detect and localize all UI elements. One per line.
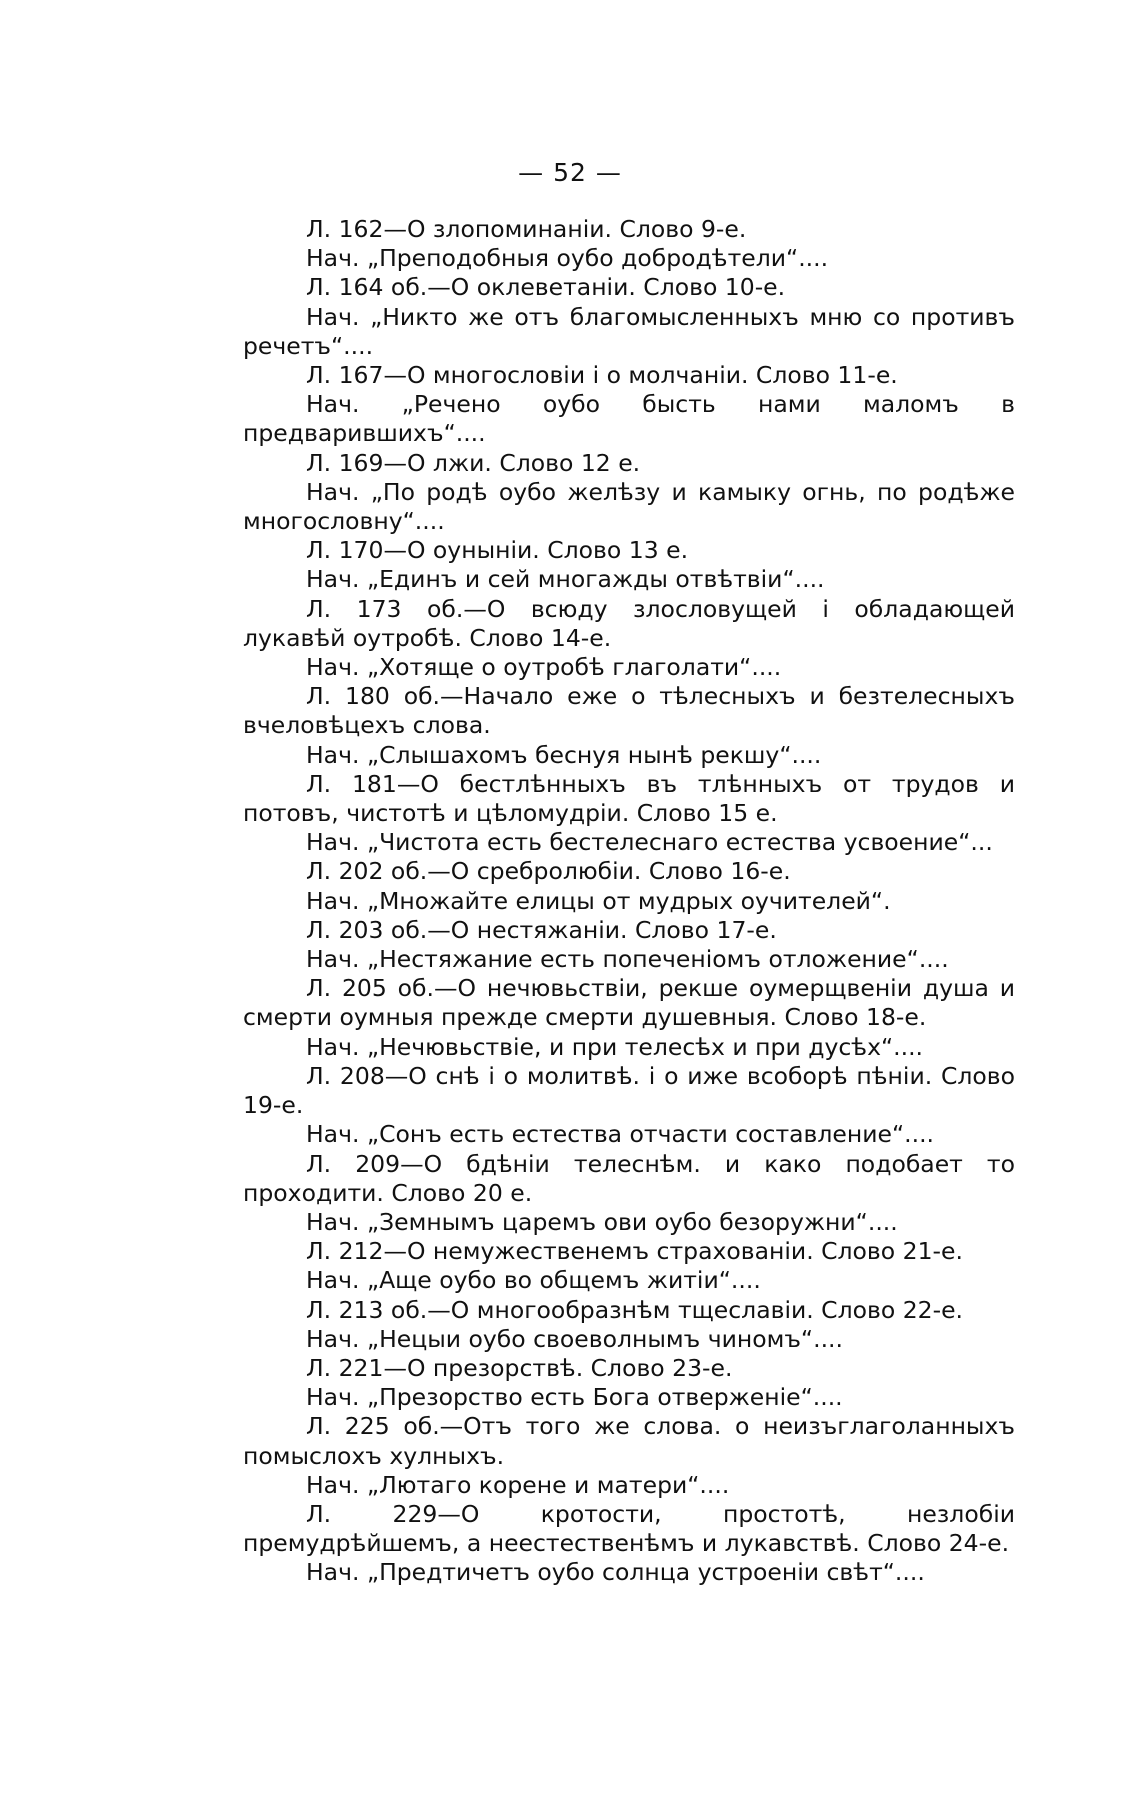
list-item: Нач. „Никто же отъ благомысленныхъ мню со противъ речетъ“.... (243, 302, 1015, 360)
list-item: Л. 221—О презорствѣ. Слово 23-е. (306, 1353, 733, 1382)
list-item: Л. 225 об.—Отъ того же слова. о неизъглаголанныхъ помыслохъ хулныхъ. (243, 1412, 1015, 1470)
list-item: Нач. „Хотяще о оутробѣ глаголати“.... (306, 653, 782, 682)
list-item: Нач. „Нецыи оубо своеволнымъ чиномъ“.... (306, 1324, 843, 1353)
list-item: Л. 203 об.—О нестяжаніи. Слово 17-е. (306, 915, 777, 944)
list-item: Л. 205 об.—О нечювьствіи, рекше оумерщвеніи душа и смерти оумныя прежде смерти душевныя. Слово 18-е. (243, 974, 1015, 1032)
list-item: Нач. „По родѣ оубо желѣзу и камыку огнь, по родѣже многословну“.... (243, 477, 1015, 536)
list-item: Л. 167—О многословіи і о молчаніи. Слово 11-е. (306, 361, 898, 390)
list-item: Нач. „Нечювьствіе, и при телесѣх и при дусѣх“.... (306, 1032, 924, 1061)
list-item: Нач. „Нестяжание есть попеченіомъ отложение“.... (306, 945, 949, 974)
list-item: Л. 170—О оуныніи. Слово 13 е. (306, 536, 689, 565)
list-item: Л. 202 об.—О сребролюбіи. Слово 16-е. (306, 857, 791, 886)
list-item: Нач. „Преподобныя оубо добродѣтели“.... (306, 244, 829, 273)
page-number: — 52 — (518, 158, 622, 187)
list-item: Л. 213 об.—О многообразнѣм тщеславіи. Слово 22-е. (306, 1295, 964, 1324)
list-item: Л. 208—О снѣ і о молитвѣ. і о иже всоборѣ пѣніи. Слово 19-е. (243, 1061, 1015, 1120)
list-item: Нач. „Аще оубо во общемъ житіи“.... (306, 1266, 761, 1295)
list-item: Л. 181—О бестлѣнныхъ въ тлѣнныхъ от трудов и потовъ, чистотѣ и цѣломудріи. Слово 15 е. (243, 769, 1015, 828)
list-item: Нач. „Земнымъ царемъ ови оубо безоружни“.... (306, 1207, 898, 1236)
list-item: Нач. „Множайте елицы от мудрых оучителей“. (306, 886, 891, 915)
list-item: Нач. „Единъ и сей многажды отвѣтвіи“.... (306, 565, 825, 594)
list-item: Л. 209—О бдѣніи телеснѣм. и како подобает то проходити. Слово 20 е. (243, 1149, 1015, 1207)
list-item: Нач. „Презорство есть Бога отверженіе“.... (306, 1383, 843, 1412)
list-item: Нач. „Слышахомъ беснуя нынѣ рекшу“.... (306, 740, 822, 769)
list-item: Нач. „Чистота есть бестелеснаго естества усвоение“... (306, 828, 993, 857)
list-item: Нач. „Предтичетъ оубо солнца устроеніи свѣт“.... (306, 1558, 925, 1587)
list-item: Нач. „Сонъ есть естества отчасти составление“.... (306, 1120, 935, 1149)
contents-list (243, 215, 1015, 1588)
list-item: Л. 169—О лжи. Слово 12 е. (306, 448, 641, 477)
list-item: Л. 164 об.—О оклеветаніи. Слово 10-е. (306, 273, 786, 302)
list-item: Л. 229—О кротости, простотѣ, незлобіи премудрѣйшемъ, а неестественѣмъ и лукавствѣ. Слово 24-е. (243, 1499, 1015, 1558)
list-item: Л. 180 об.—Начало еже о тѣлесныхъ и безтелесныхъ вчеловѣцехъ слова. (243, 682, 1015, 740)
list-item: Нач. „Речено оубо бысть нами маломъ в предварившихъ“.... (243, 390, 1015, 448)
list-item: Л. 162—О злопоминаніи. Слово 9-е. (306, 215, 747, 243)
list-item: Нач. „Лютаго корене и матери“.... (306, 1470, 730, 1499)
list-item: Л. 173 об.—О всюду злословущей і обладающей лукавѣй оутробѣ. Слово 14-е. (243, 594, 1015, 652)
list-item: Л. 212—О немужественемъ страхованіи. Слово 21-е. (306, 1237, 963, 1266)
